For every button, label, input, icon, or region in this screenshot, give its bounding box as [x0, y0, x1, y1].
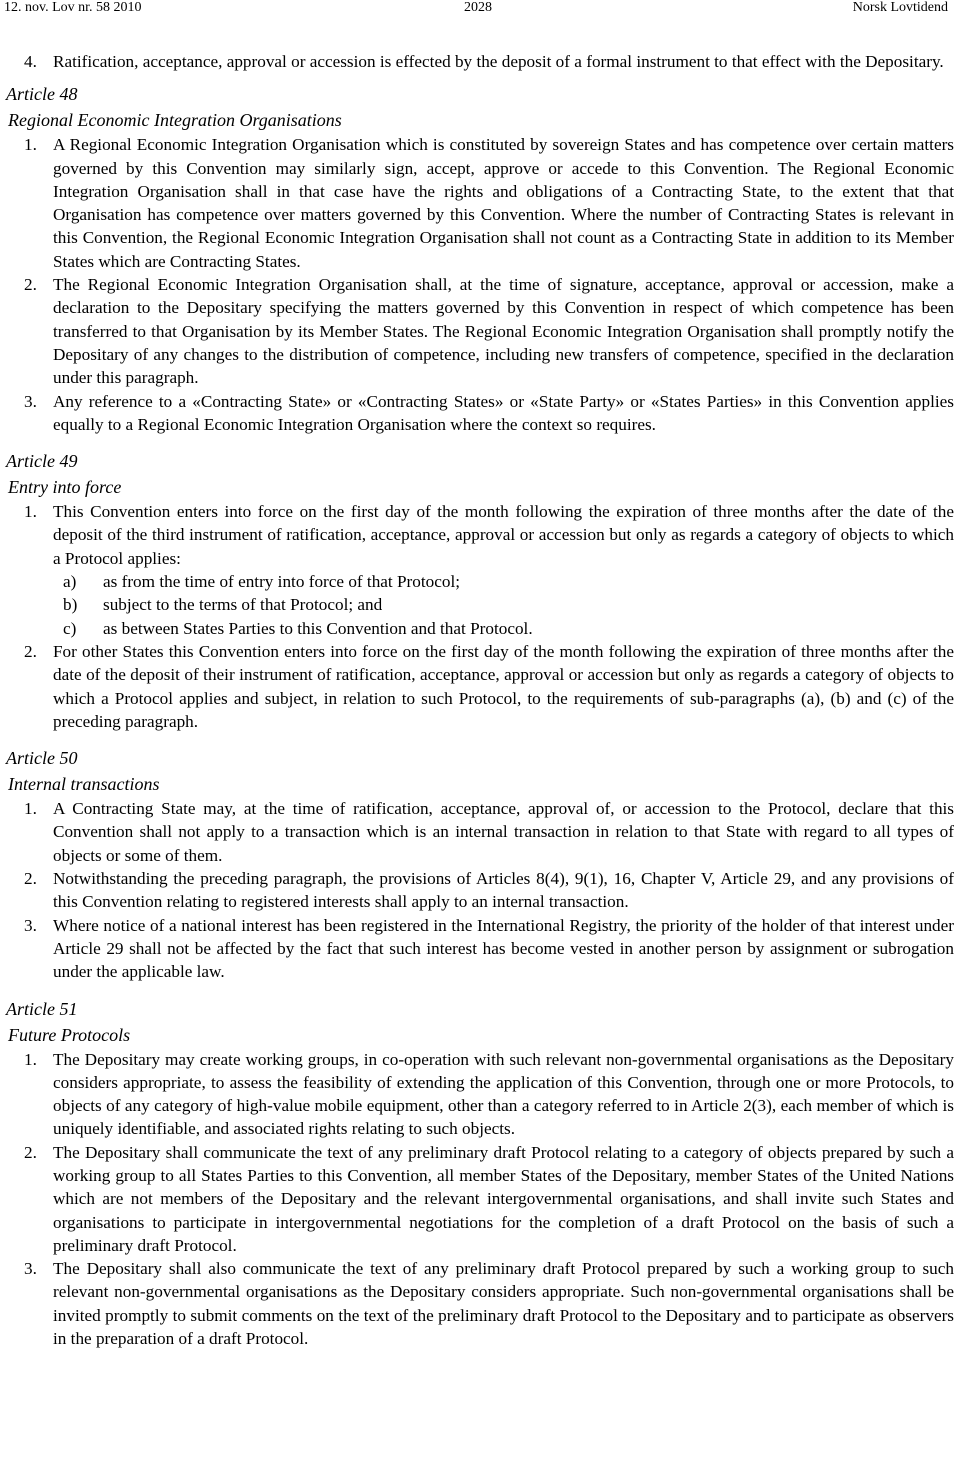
article-48-paragraph-2 [0, 273, 960, 389]
paragraph-text: The Depositary shall also communicate the text of any preliminary draft Protocol prepared by such a working group to such relevant non-governmental organisations as the Depositary considers appropriate. Such non-governmental organisations shall be invited promptly to submit comments on the text of the preliminary draft Protocol to the Depositary and to participate as observers in the preparation of a draft Protocol. [53, 1259, 954, 1349]
article-51 [0, 996, 960, 1351]
article-number: Article 49 [6, 451, 78, 472]
paragraph-text: Ratification, acceptance, approval or accession is effected by the deposit of a formal instrument to that effect with the Depositary. [53, 52, 944, 71]
paragraph-text: The Regional Economic Integration Organisation shall, at the time of signature, acceptance, approval or accession, make a declaration to the Depositary specifying the matters governed by this Convention in respect of which competence has been transferred to that Organisation by its Member States. The Regional Economic Integration Organisation shall promptly notify the Depositary of any changes to the distribution of competence, including new transfers of competence, specified in the declaration under this paragraph. [53, 275, 954, 388]
article-51-paragraph-1 [0, 1048, 960, 1141]
article-48-paragraph-3 [0, 390, 960, 437]
paragraph-number: 2. [24, 1142, 37, 1162]
header-page-number: 2028 [464, 0, 492, 15]
sub-item-a [0, 570, 960, 593]
article-50-paragraph-1 [0, 797, 960, 867]
paragraph-text: This Convention enters into force on the first day of the month following the expiration of three months after the date of the deposit of the third instrument of ratification, acceptance, approval or accession but only as regards a category of objects to which a Protocol applies: [53, 502, 954, 568]
paragraph-number: 2. [24, 275, 37, 295]
page-header [0, 0, 960, 20]
article-number: Article 51 [6, 998, 78, 1019]
sub-item-letter: c) [63, 618, 77, 638]
article-48 [0, 81, 960, 436]
paragraph-number: 2. [24, 869, 37, 889]
paragraph-number: 1. [24, 502, 37, 522]
sub-item-b [0, 593, 960, 616]
paragraph-number: 2. [24, 641, 37, 661]
paragraph-number: 1. [24, 135, 37, 155]
article-50-paragraph-2 [0, 867, 960, 914]
paragraph-text: A Regional Economic Integration Organisation which is constituted by sovereign States and has competence over certain matters governed by this Convention may similarly sign, accept, approve or accede to this Convention. The Regional Economic Integration Organisation shall in that case have the rights and obligations of a Contracting State, to the extent that that Organisation has competence over matters governed by this Convention. Where the number of Contracting States is relevant in this Convention, the Regional Economic Integration Organisation shall not count as a Contracting State in addition to its Member States which are Contracting States. [53, 135, 954, 271]
sub-item-letter: b) [63, 595, 78, 615]
paragraph-text: Any reference to a «Contracting State» or «Contracting States» or «State Party» or «States Parties» in this Convention applies equally to a Regional Economic Integration Organisation where the context so requires. [53, 391, 954, 434]
paragraph-number: 4. [24, 52, 37, 71]
article-49 [0, 448, 960, 733]
sub-item-text: as from the time of entry into force of that Protocol; [103, 572, 461, 592]
article-number: Article 48 [6, 84, 78, 105]
article-title: Regional Economic Integration Organisations [8, 110, 342, 131]
article-50-paragraph-3 [0, 914, 960, 984]
article-title: Future Protocols [8, 1024, 131, 1045]
sub-item-letter: a) [63, 572, 77, 592]
article-48-paragraph-1 [0, 133, 960, 273]
paragraph-text: The Depositary shall communicate the text of any preliminary draft Protocol relating to a category of objects prepared by such a working group to all States Parties to this Convention, all member States of the Depositary, member States of the United Nations which are not members of the Depositary and the relevant intergovernmental organisations, and shall invite such States and organisations to participate in intergovernmental negotiations for the completion of a draft Protocol on the basis of such a preliminary draft Protocol. [53, 1142, 954, 1255]
paragraph-number: 3. [24, 915, 37, 935]
article-title: Internal transactions [8, 774, 160, 795]
sub-item-text: subject to the terms of that Protocol; and [103, 595, 383, 615]
paragraph-number: 1. [24, 799, 37, 819]
article-title: Entry into force [8, 477, 122, 498]
article-49-paragraph-2 [0, 640, 960, 733]
article-51-paragraph-2 [0, 1141, 960, 1257]
sub-item-text: as between States Parties to this Convention and that Protocol. [103, 618, 533, 638]
article-51-paragraph-3 [0, 1257, 960, 1350]
paragraph-text: Where notice of a national interest has been registered in the International Registry, the priority of the holder of that interest under Article 29 shall not be affected by the fact that such interest has become vested in another person by assignment or subrogation under the applicable law. [53, 915, 954, 982]
paragraph-number: 3. [24, 391, 37, 411]
paragraph-text: The Depositary may create working groups, in co-operation with such relevant non-governmental organisations as the Depositary considers appropriate, to assess the feasibility of extending the application of this Convention, through one or more Protocols, to objects of any category of high-value mobile equipment, other than a category referred to in Article 2(3), each member of which is uniquely identifiable, and associated rights relating to such objects. [53, 1049, 954, 1139]
paragraph-number: 1. [24, 1049, 37, 1069]
paragraph-text: For other States this Convention enters into force on the first day of the month following the expiration of three months after the date of the deposit of their instrument of ratification, acceptance, approval or accession but only as regards a category of objects to which a Protocol applies and subject, in relation to such Protocol, to the requirements of sub-paragraphs (a), (b) and (c) of the preceding paragraph. [53, 641, 954, 731]
article-49-paragraph-1 [0, 500, 960, 570]
article-50 [0, 745, 960, 983]
article-number: Article 50 [6, 748, 78, 769]
header-publication-name: Norsk Lovtidend [852, 0, 948, 15]
sub-item-c [0, 617, 960, 640]
paragraph-text: A Contracting State may, at the time of ratification, acceptance, approval of, or accession to the Protocol, declare that this Convention shall not apply to a transaction which is an internal transaction in relation to that State with regard to all types of objects or some of them. [53, 799, 954, 865]
paragraph-number: 3. [24, 1259, 37, 1279]
document-body [0, 50, 960, 1350]
header-law-reference: 12. nov. Lov nr. 58 2010 [4, 0, 142, 15]
paragraph-intro-4 [0, 50, 960, 73]
paragraph-text: Notwithstanding the preceding paragraph, the provisions of Articles 8(4), 9(1), 16, Chapter V, Article 29, and any provisions of this Convention relating to registered interests shall apply to an internal transaction. [53, 869, 954, 912]
